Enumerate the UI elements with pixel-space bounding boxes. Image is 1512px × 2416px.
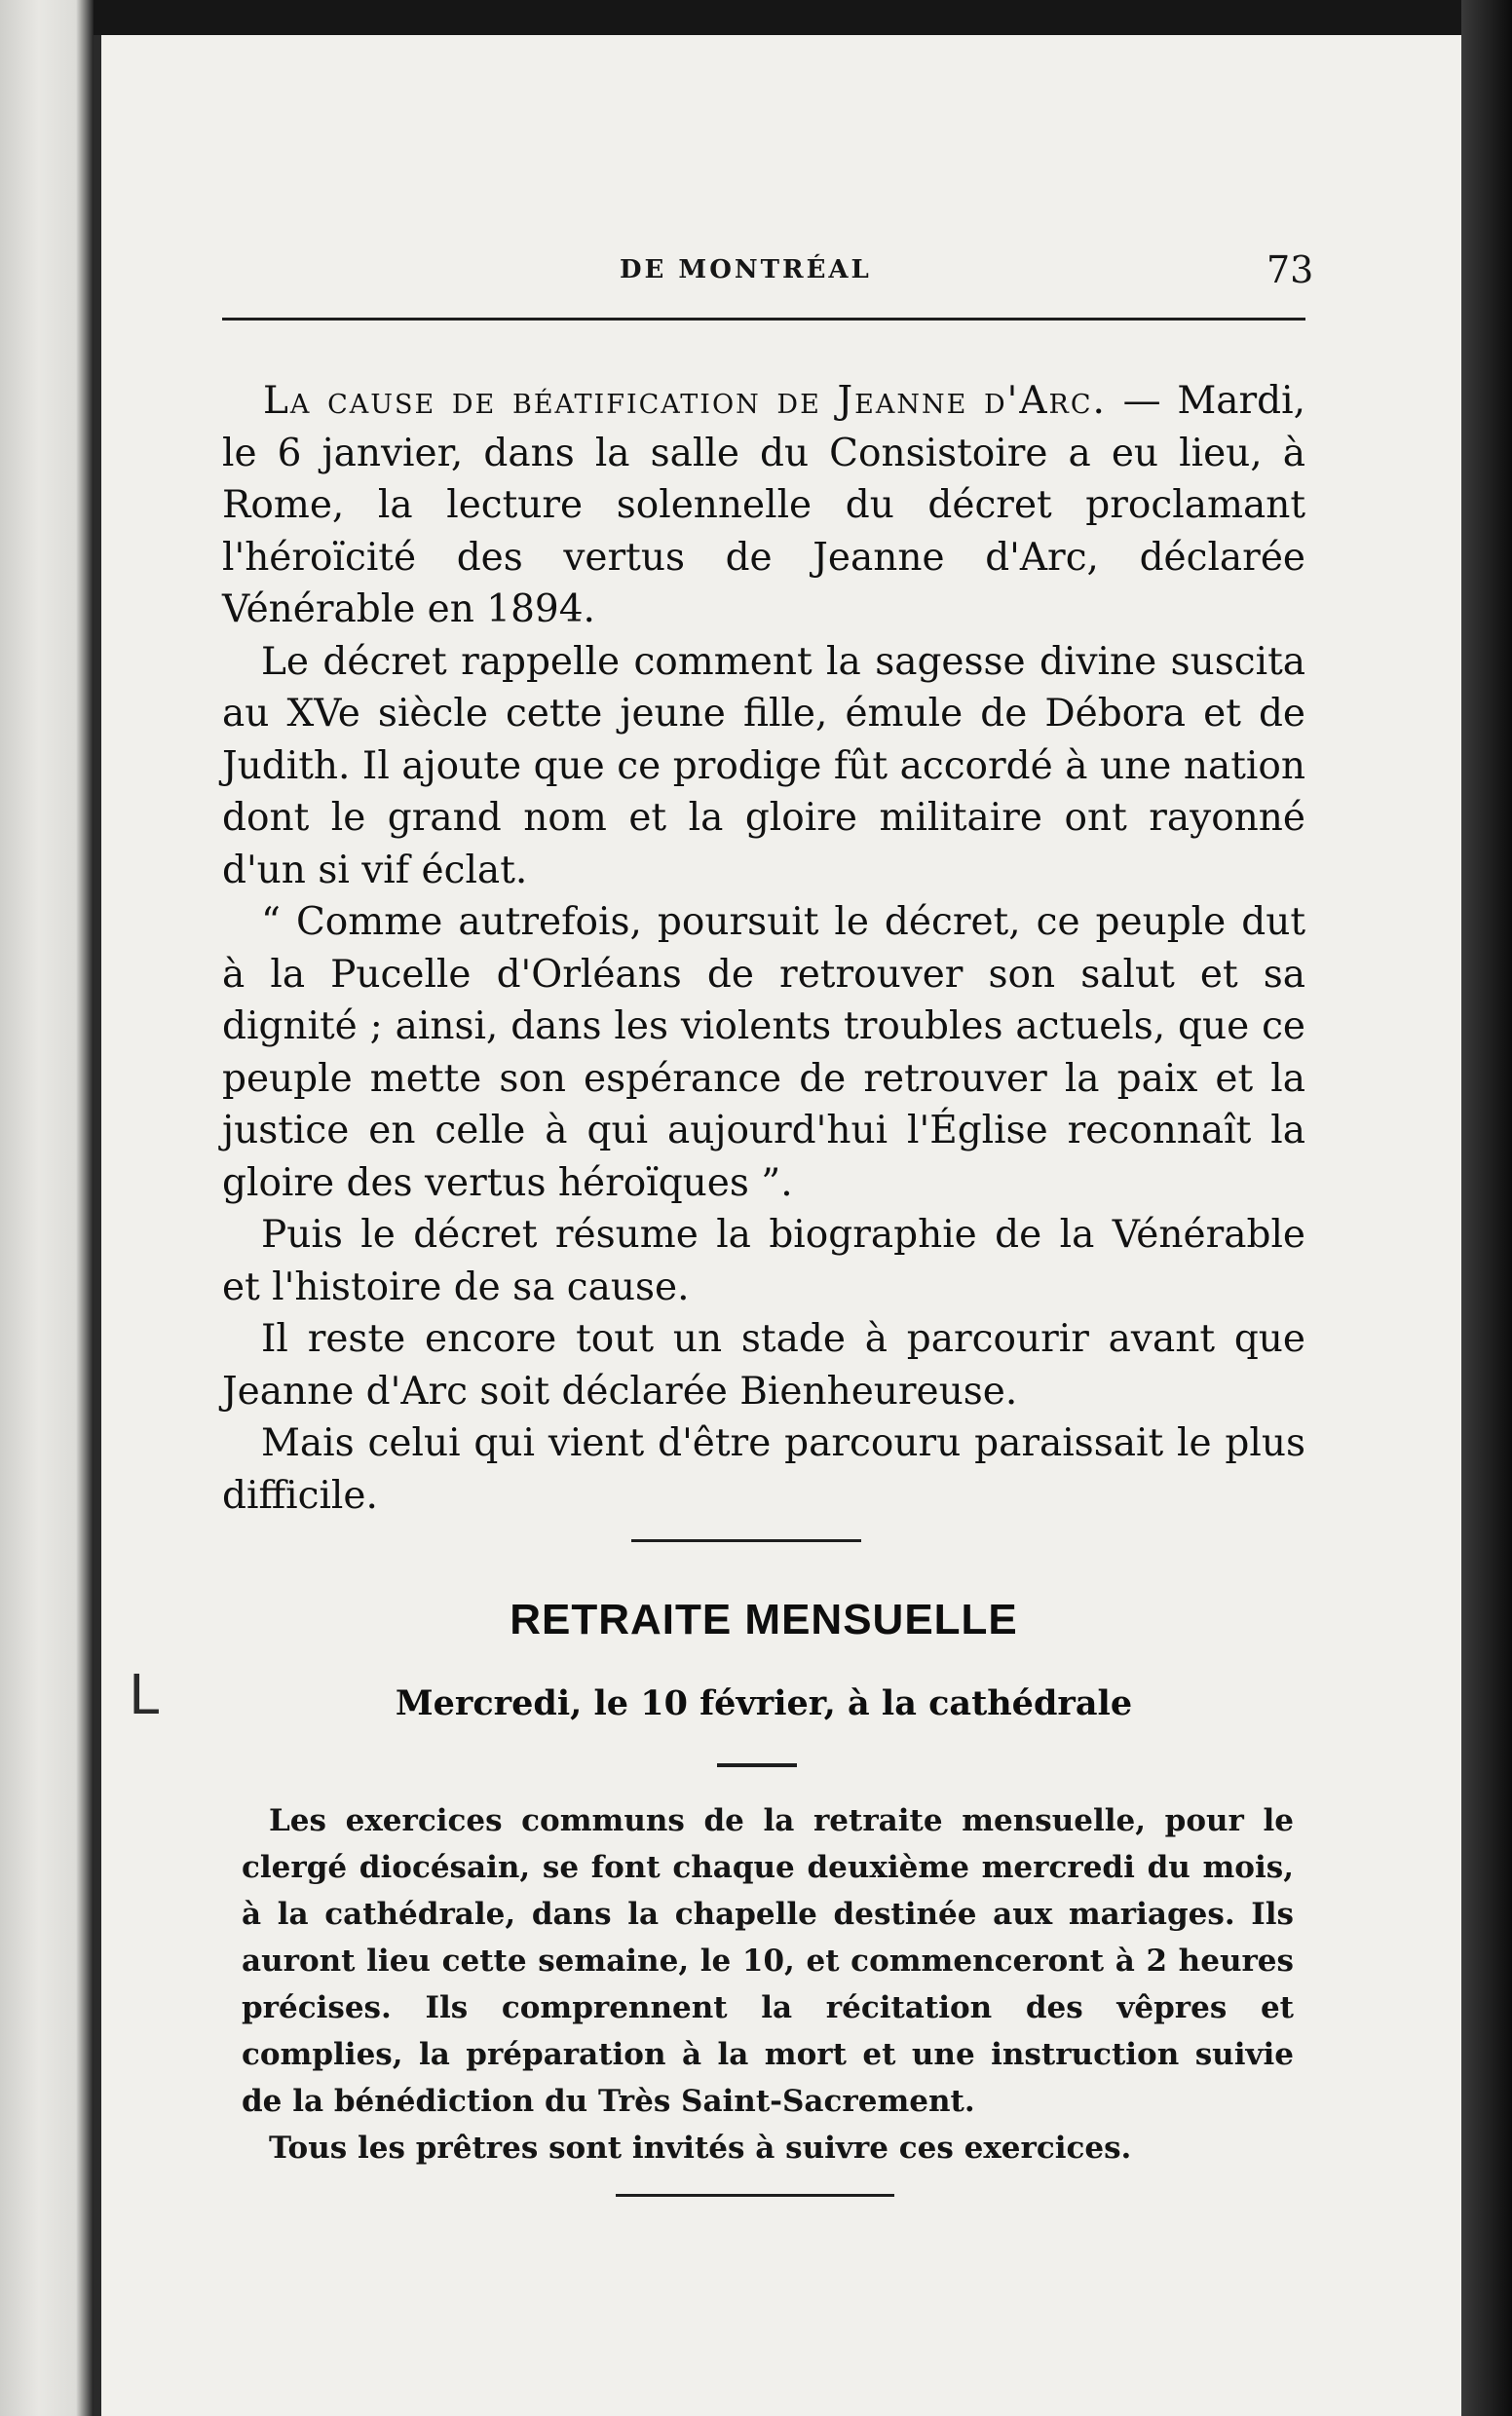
page-number: 73 bbox=[1266, 248, 1314, 291]
article-paragraph: Puis le décret résume la biographie de la Vénérable et l'histoire de sa cause. bbox=[222, 1213, 1305, 1309]
article-paragraph: Mais celui qui vient d'être parcouru paraissait le plus difficile. bbox=[222, 1421, 1305, 1518]
subtitle-separator bbox=[717, 1763, 797, 1767]
article-paragraph: Le décret rappelle comment la sagesse divine suscita au XVe siècle cette jeune fille, émule de Débora et de Judith. Il ajoute que ce prodige fût accordé à une nation dont le grand nom et la gloire militaire ont rayonné d'un si vif éclat. bbox=[222, 639, 1305, 892]
retreat-title: RETRAITE MENSUELLE bbox=[510, 1596, 1018, 1643]
article-paragraph bbox=[222, 375, 1305, 636]
article-paragraph: “ Comme autrefois, poursuit le décret, ce peuple dut à la Pucelle d'Orléans de retrouver son salut et sa dignité ; ainsi, dans les violents troubles actuels, que ce peuple mette son espérance de retrouver la paix et la justice en celle à qui aujourd'hui l'Église reconnaît la gloire des vertus héroïques ”. bbox=[222, 900, 1305, 1205]
end-separator bbox=[616, 2194, 894, 2197]
retreat-paragraph: Les exercices communs de la retraite mensuelle, pour le clergé diocésain, se font chaque deuxième mercredi du mois, à la cathédrale, dans la chapelle destinée aux mariages. Ils auront lieu cette semaine, le 10, et commenceront à 2 heures précises. Ils comprennent la récitation des vêpres et complies, la préparation à la mort et une instruction suivie de la bénédiction du Très Saint-Sacrement. bbox=[242, 1803, 1294, 2119]
header-rule bbox=[222, 318, 1305, 321]
article-paragraph-text: Mardi, le 6 janvier, dans la salle du Consistoire a eu lieu, à Rome, la lecture solennelle du décret proclamant l'héroïcité des vertus de Jeanne d'Arc, déclarée Vénérable en 1894. bbox=[222, 379, 1305, 631]
section-separator bbox=[631, 1539, 861, 1542]
article-heading: La cause de béatification de Jeanne d'Arc. — bbox=[263, 379, 1163, 423]
running-title: DE MONTRÉAL bbox=[620, 255, 872, 284]
margin-annotation-mark: ᒪ bbox=[129, 1664, 160, 1727]
adjacent-page-edge bbox=[0, 0, 94, 2416]
retreat-body bbox=[242, 1797, 1294, 2171]
book-edge-shadow bbox=[1461, 0, 1512, 2416]
retreat-subtitle: Mercredi, le 10 février, à la cathédrale bbox=[395, 1683, 1133, 1723]
article-body bbox=[222, 375, 1305, 1522]
article-paragraph: Il reste encore tout un stade à parcourir avant que Jeanne d'Arc soit déclarée Bienheureuse. bbox=[222, 1317, 1305, 1414]
retreat-paragraph: Tous les prêtres sont invités à suivre ces exercices. bbox=[269, 2131, 1132, 2166]
